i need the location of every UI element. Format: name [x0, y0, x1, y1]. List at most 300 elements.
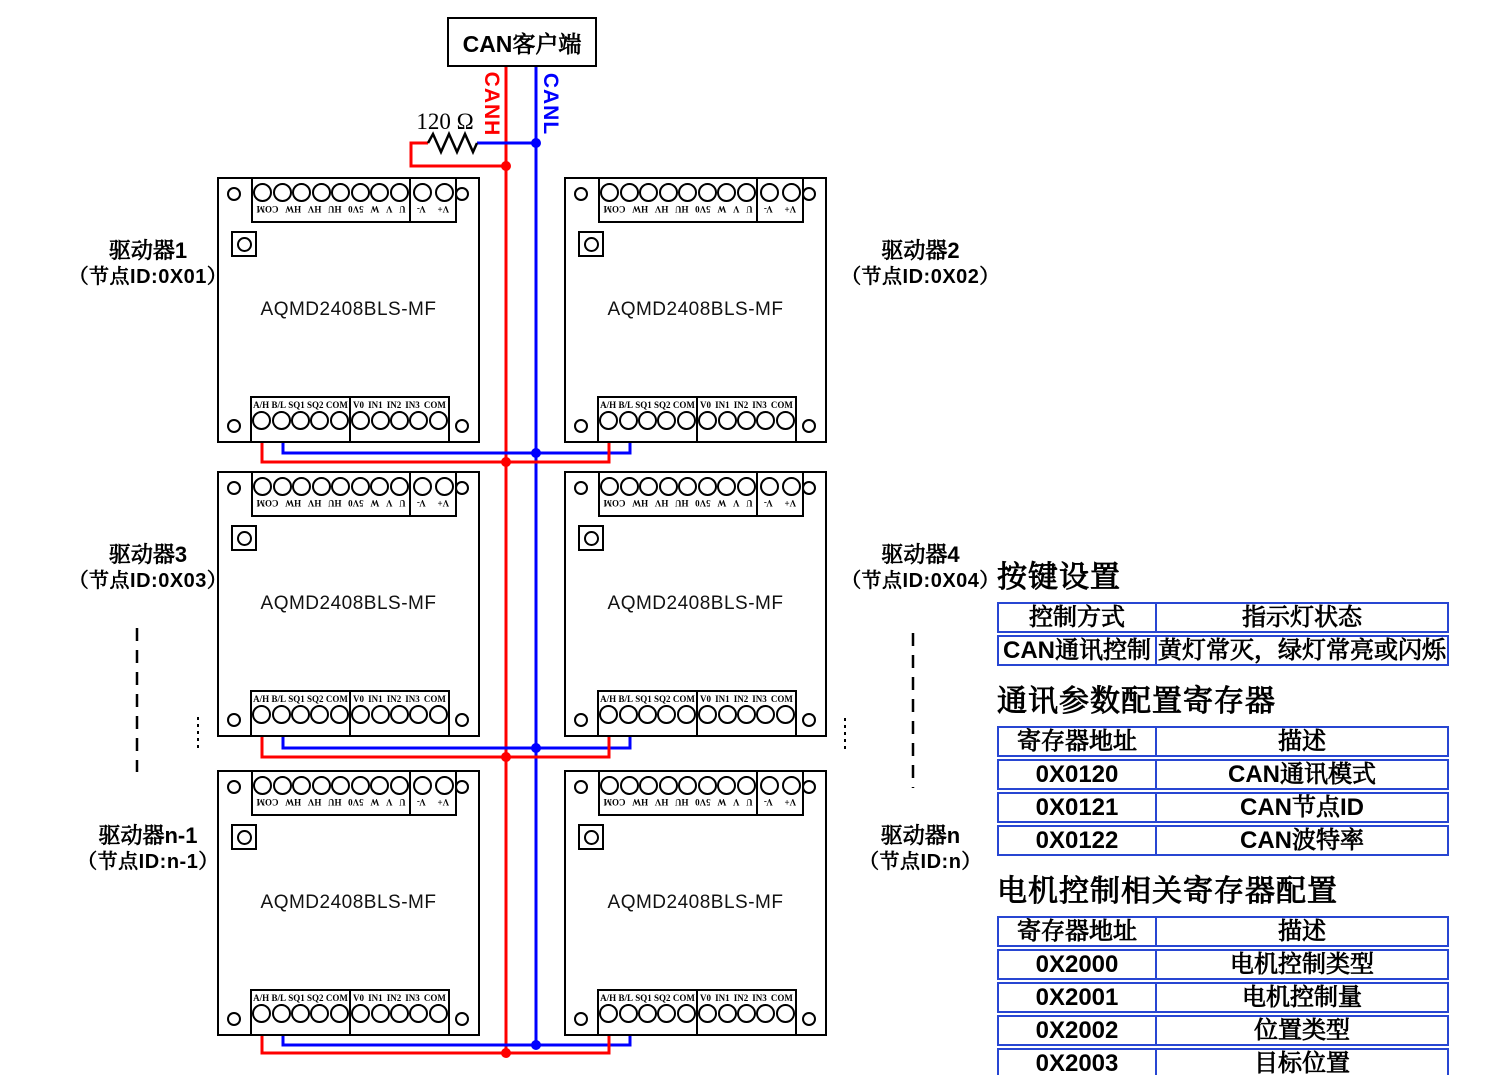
- terminal-pin: [435, 776, 454, 795]
- table-cell: 目标位置: [1155, 1048, 1449, 1075]
- terminal-pin: [272, 411, 291, 430]
- terminal-pins: [599, 1004, 696, 1023]
- pin-label: HU: [327, 204, 342, 214]
- top-terminal-strip: [598, 471, 804, 517]
- pin-label: V+: [437, 498, 450, 508]
- terminal-pin: [698, 477, 717, 496]
- mounting-hole-icon: [574, 780, 588, 794]
- terminal-pin: [718, 1004, 737, 1023]
- pin-label: COM: [325, 993, 348, 1003]
- table-cell: 0X0122: [997, 825, 1157, 856]
- driver-label: [62, 237, 234, 290]
- signal-terminal-block: [597, 396, 698, 443]
- table-row: [997, 635, 1449, 666]
- driver-node-id: （节点ID:0X03）: [68, 569, 228, 592]
- mounting-hole-icon: [455, 713, 469, 727]
- terminal-pin: [252, 705, 271, 724]
- terminal-pin: [600, 183, 619, 202]
- pin-label: HV: [654, 498, 669, 508]
- table-cell: 寄存器地址: [997, 726, 1157, 757]
- terminal-pin: [657, 411, 676, 430]
- pin-label: 5V0: [695, 498, 711, 508]
- terminal-pin: [429, 411, 448, 430]
- terminal-pins: [600, 776, 756, 795]
- top-terminal-strip: [251, 471, 457, 517]
- terminal-pin: [756, 411, 775, 430]
- pin-label: IN3: [405, 694, 420, 704]
- board-model-label: AQMD2408BLS-MF: [260, 299, 437, 320]
- terminal-pin: [718, 411, 737, 430]
- driver-name: 驱动器4: [881, 542, 960, 567]
- register-table: [997, 602, 1449, 666]
- terminal-pin: [310, 411, 329, 430]
- setup-button-icon: [578, 231, 604, 257]
- terminal-pin: [600, 776, 619, 795]
- pin-labels: [698, 400, 795, 410]
- pin-labels: [411, 498, 455, 508]
- terminal-pin: [273, 776, 292, 795]
- pin-label: IN1: [715, 993, 730, 1003]
- pin-label: V0: [700, 400, 712, 410]
- terminal-pin: [252, 1004, 271, 1023]
- terminal-pin: [619, 411, 638, 430]
- terminal-pin: [291, 705, 310, 724]
- board-model-label: AQMD2408BLS-MF: [607, 299, 784, 320]
- motor-terminal-block: [598, 177, 758, 223]
- register-table: [997, 916, 1449, 1075]
- terminal-pin: [677, 705, 696, 724]
- terminal-pin: [638, 1004, 657, 1023]
- terminal-pin: [599, 411, 618, 430]
- pin-label: IN3: [752, 694, 767, 704]
- terminal-pin: [351, 183, 370, 202]
- pin-label: IN2: [386, 694, 402, 704]
- table-header-row: [997, 602, 1449, 633]
- table-row: [997, 949, 1449, 980]
- pin-label: A/H: [600, 993, 617, 1003]
- mounting-hole-icon: [574, 481, 588, 495]
- pin-label: SQ2: [307, 694, 324, 704]
- pin-label: IN2: [386, 400, 402, 410]
- terminal-pin: [782, 477, 801, 496]
- driver-board: [217, 770, 480, 1036]
- terminal-pin: [638, 411, 657, 430]
- supply-terminal-block: [756, 471, 804, 517]
- pin-label: COM: [325, 400, 348, 410]
- terminal-pin: [737, 411, 756, 430]
- table-cell: 描述: [1155, 726, 1449, 757]
- top-terminal-strip: [598, 177, 804, 223]
- mounting-hole-icon: [802, 1012, 816, 1026]
- terminal-pin: [330, 705, 349, 724]
- terminal-pin: [659, 776, 678, 795]
- pin-label: COM: [423, 993, 446, 1003]
- driver-name: 驱动器n-1: [98, 823, 198, 848]
- terminal-pin: [600, 477, 619, 496]
- pin-label: IN1: [368, 694, 383, 704]
- table-header-row: [997, 726, 1449, 757]
- pin-label: 5V0: [695, 204, 711, 214]
- pin-label: IN3: [405, 993, 420, 1003]
- pin-label: V+: [784, 204, 797, 214]
- supply-terminal-block: [409, 471, 457, 517]
- canl-junction: [531, 1040, 541, 1050]
- canh-junction: [501, 1048, 511, 1058]
- mounting-hole-icon: [574, 187, 588, 201]
- pin-label: IN3: [405, 400, 420, 410]
- motor-terminal-block: [598, 770, 758, 816]
- table-row: [997, 825, 1449, 856]
- terminal-pins: [698, 705, 795, 724]
- terminal-pin: [310, 1004, 329, 1023]
- terminal-pin: [677, 1004, 696, 1023]
- pin-labels: [698, 993, 795, 1003]
- terminal-pin: [273, 477, 292, 496]
- pin-label: V0: [353, 993, 365, 1003]
- pin-label: COM: [423, 694, 446, 704]
- pin-labels: [253, 204, 409, 214]
- terminal-pin: [252, 411, 271, 430]
- pin-label: U: [746, 498, 753, 508]
- table-title: 按键设置: [997, 561, 1121, 594]
- pin-label: A/H: [253, 400, 270, 410]
- signal-terminal-block: [597, 690, 698, 737]
- pin-label: COM: [256, 498, 279, 508]
- supply-terminal-block: [756, 177, 804, 223]
- pin-label: B/L: [618, 993, 633, 1003]
- mounting-hole-icon: [455, 1012, 469, 1026]
- pin-label: B/L: [618, 694, 633, 704]
- pin-label: IN1: [368, 400, 383, 410]
- pin-label: V0: [353, 694, 365, 704]
- table-row: [997, 982, 1449, 1013]
- pin-labels: [600, 498, 756, 508]
- pin-labels: [252, 400, 349, 410]
- table-cell: 指示灯状态: [1155, 602, 1449, 633]
- terminal-pins: [351, 1004, 448, 1023]
- board-model-label: AQMD2408BLS-MF: [260, 593, 437, 614]
- terminal-pin: [737, 477, 756, 496]
- pin-label: U: [746, 797, 753, 807]
- termination-resistor-label: 120 Ω: [416, 109, 474, 134]
- terminal-pin: [737, 1004, 756, 1023]
- driver-node-id: （节点ID:0X02）: [841, 265, 1000, 288]
- driver-name: 驱动器1: [108, 238, 188, 263]
- driver-label: [833, 237, 1008, 290]
- mounting-hole-icon: [455, 481, 469, 495]
- pin-label: U: [399, 498, 406, 508]
- terminal-pins: [252, 705, 349, 724]
- driver-board: [564, 770, 827, 1036]
- pin-label: COM: [325, 694, 348, 704]
- table-title: 通讯参数配置寄存器: [997, 685, 1276, 718]
- mounting-hole-icon: [455, 187, 469, 201]
- terminal-pin: [698, 183, 717, 202]
- terminal-pin: [413, 776, 432, 795]
- setup-button-icon: [231, 824, 257, 850]
- driver-board: [564, 471, 827, 737]
- terminal-pin: [659, 477, 678, 496]
- terminal-pin: [776, 411, 795, 430]
- driver-board: [217, 177, 480, 443]
- table-cell: 电机控制类型: [1155, 949, 1449, 980]
- pin-label: V-: [763, 204, 773, 214]
- terminal-pins: [252, 411, 349, 430]
- terminal-pin: [737, 183, 756, 202]
- pin-label: W: [717, 204, 727, 214]
- top-terminal-strip: [251, 770, 457, 816]
- terminal-pin: [756, 705, 775, 724]
- pin-labels: [600, 797, 756, 807]
- terminal-pin: [351, 1004, 370, 1023]
- pin-label: W: [370, 797, 380, 807]
- pin-label: V-: [763, 797, 773, 807]
- bottom-terminal-strip: [597, 989, 797, 1036]
- terminal-pin: [678, 183, 697, 202]
- input-terminal-block: [696, 690, 797, 737]
- terminal-pin: [619, 705, 638, 724]
- terminal-pin: [717, 477, 736, 496]
- pin-label: HV: [307, 498, 322, 508]
- terminal-pin: [390, 411, 409, 430]
- terminal-pins: [351, 705, 448, 724]
- board-model-label: AQMD2408BLS-MF: [260, 892, 437, 913]
- terminal-pin: [718, 705, 737, 724]
- terminal-pin: [310, 705, 329, 724]
- pin-labels: [252, 993, 349, 1003]
- terminal-pin: [657, 705, 676, 724]
- mounting-hole-icon: [455, 780, 469, 794]
- canl-stub-row2: [283, 737, 630, 748]
- terminal-pin: [351, 411, 370, 430]
- pin-label: V-: [416, 498, 426, 508]
- resistor-red-lead: [411, 143, 506, 166]
- table-cell: 描述: [1155, 916, 1449, 947]
- pin-label: SQ1: [288, 400, 305, 410]
- driver-name: 驱动器2: [881, 238, 960, 263]
- terminal-pin: [599, 705, 618, 724]
- pin-label: B/L: [618, 400, 633, 410]
- pin-label: HW: [632, 797, 649, 807]
- motor-terminal-block: [598, 471, 758, 517]
- mounting-hole-icon: [227, 187, 241, 201]
- signal-terminal-block: [250, 396, 351, 443]
- pin-label: 5V0: [348, 797, 364, 807]
- terminal-pin: [312, 183, 331, 202]
- pin-label: V+: [784, 498, 797, 508]
- terminal-pin: [413, 477, 432, 496]
- pin-labels: [698, 694, 795, 704]
- bottom-terminal-strip: [250, 690, 450, 737]
- canh-stub-row3: [262, 1036, 609, 1053]
- pin-label: V: [386, 498, 393, 508]
- terminal-pin: [371, 411, 390, 430]
- terminal-pin: [370, 477, 389, 496]
- pin-labels: [758, 498, 802, 508]
- terminal-pin: [620, 477, 639, 496]
- terminal-pin: [331, 776, 350, 795]
- mounting-hole-icon: [802, 187, 816, 201]
- terminal-pin: [273, 183, 292, 202]
- terminal-pins: [351, 411, 448, 430]
- mounting-hole-icon: [574, 1012, 588, 1026]
- table-cell: 控制方式: [997, 602, 1157, 633]
- terminal-pin: [370, 183, 389, 202]
- pin-label: IN3: [752, 993, 767, 1003]
- table-header-row: [997, 916, 1449, 947]
- terminal-pin: [272, 1004, 291, 1023]
- pin-label: 5V0: [348, 204, 364, 214]
- table-row: [997, 792, 1449, 823]
- terminal-pin: [698, 776, 717, 795]
- pin-label: SQ1: [635, 993, 652, 1003]
- table-cell: 0X2002: [997, 1015, 1157, 1046]
- terminal-pins: [411, 183, 455, 202]
- board-model-label: AQMD2408BLS-MF: [607, 593, 784, 614]
- mounting-hole-icon: [802, 419, 816, 433]
- terminal-pin: [312, 776, 331, 795]
- pin-label: IN1: [368, 993, 383, 1003]
- pin-label: HU: [674, 204, 689, 214]
- top-terminal-strip: [251, 177, 457, 223]
- mounting-hole-icon: [455, 419, 469, 433]
- signal-terminal-block: [250, 989, 351, 1036]
- input-terminal-block: [349, 989, 450, 1036]
- pin-labels: [252, 694, 349, 704]
- terminal-pin: [429, 705, 448, 724]
- terminal-pins: [600, 477, 756, 496]
- pin-labels: [351, 400, 448, 410]
- driver-label: [62, 822, 234, 875]
- terminal-pin: [760, 183, 779, 202]
- mounting-hole-icon: [227, 713, 241, 727]
- bottom-terminal-strip: [597, 690, 797, 737]
- terminal-pin: [619, 1004, 638, 1023]
- pin-labels: [758, 797, 802, 807]
- table-row: [997, 1048, 1449, 1075]
- pin-label: COM: [672, 993, 695, 1003]
- top-terminal-strip: [598, 770, 804, 816]
- terminal-pins: [253, 776, 409, 795]
- terminal-pin: [409, 1004, 428, 1023]
- pin-labels: [411, 797, 455, 807]
- terminal-pin: [698, 705, 717, 724]
- pin-label: HV: [307, 204, 322, 214]
- pin-label: V-: [763, 498, 773, 508]
- terminal-pins: [600, 183, 756, 202]
- canh-junction: [501, 457, 511, 467]
- pin-label: V+: [437, 204, 450, 214]
- table-cell: CAN通讯模式: [1155, 759, 1449, 790]
- terminal-pin: [272, 705, 291, 724]
- terminal-pin: [351, 776, 370, 795]
- table-cell: CAN通讯控制: [997, 635, 1157, 666]
- table-cell: CAN节点ID: [1155, 792, 1449, 823]
- mounting-hole-icon: [802, 780, 816, 794]
- pin-label: V: [733, 498, 740, 508]
- motor-terminal-block: [251, 770, 411, 816]
- register-tables-panel: [997, 552, 1449, 1075]
- canh-junction: [501, 752, 511, 762]
- pin-labels: [758, 204, 802, 214]
- terminal-pin: [429, 1004, 448, 1023]
- setup-button-icon: [231, 525, 257, 551]
- resistor-zigzag: [428, 134, 477, 152]
- pin-label: U: [746, 204, 753, 214]
- motor-terminal-block: [251, 177, 411, 223]
- terminal-pin: [776, 705, 795, 724]
- terminal-pin: [678, 477, 697, 496]
- pin-label: A/H: [600, 400, 617, 410]
- pin-label: COM: [770, 993, 793, 1003]
- terminal-pins: [758, 183, 802, 202]
- driver-node-id: （节点ID:0X04）: [841, 569, 1000, 592]
- terminal-pin: [717, 183, 736, 202]
- table-cell: 0X2001: [997, 982, 1157, 1013]
- terminal-pins: [253, 183, 409, 202]
- table-cell: 0X0121: [997, 792, 1157, 823]
- pin-label: V: [386, 204, 393, 214]
- bottom-terminal-strip: [597, 396, 797, 443]
- pin-label: HV: [654, 797, 669, 807]
- terminal-pin: [292, 183, 311, 202]
- pin-label: COM: [603, 204, 626, 214]
- pin-label: U: [399, 204, 406, 214]
- terminal-pin: [292, 776, 311, 795]
- pin-label: HU: [327, 498, 342, 508]
- pin-label: V-: [416, 797, 426, 807]
- pin-label: COM: [603, 498, 626, 508]
- terminal-pin: [435, 477, 454, 496]
- pin-label: SQ1: [635, 400, 652, 410]
- terminal-pin: [409, 705, 428, 724]
- terminal-pins: [599, 411, 696, 430]
- table-row: [997, 759, 1449, 790]
- pin-label: COM: [770, 694, 793, 704]
- table-cell: 寄存器地址: [997, 916, 1157, 947]
- pin-label: HW: [285, 204, 302, 214]
- table-cell: CAN波特率: [1155, 825, 1449, 856]
- terminal-pins: [411, 477, 455, 496]
- terminal-pin: [330, 411, 349, 430]
- table-cell: 位置类型: [1155, 1015, 1449, 1046]
- driver-label: [62, 541, 234, 594]
- pin-label: V-: [416, 204, 426, 214]
- pin-labels: [253, 797, 409, 807]
- input-terminal-block: [349, 396, 450, 443]
- pin-label: A/H: [600, 694, 617, 704]
- pin-label: HW: [632, 498, 649, 508]
- table-cell: 0X2000: [997, 949, 1157, 980]
- pin-label: 5V0: [348, 498, 364, 508]
- signal-terminal-block: [597, 989, 698, 1036]
- driver-node-id: （节点ID:0X01）: [68, 265, 228, 288]
- terminal-pin: [638, 705, 657, 724]
- input-terminal-block: [696, 396, 797, 443]
- pin-label: W: [370, 498, 380, 508]
- mounting-hole-icon: [574, 713, 588, 727]
- pin-label: IN2: [733, 993, 749, 1003]
- driver-node-id: （节点ID:n）: [859, 850, 982, 873]
- pin-label: COM: [672, 400, 695, 410]
- terminal-pin: [291, 411, 310, 430]
- pin-label: COM: [770, 400, 793, 410]
- terminal-pin: [390, 183, 409, 202]
- pin-label: V: [733, 204, 740, 214]
- pin-label: HU: [327, 797, 342, 807]
- pin-labels: [351, 993, 448, 1003]
- terminal-pins: [253, 477, 409, 496]
